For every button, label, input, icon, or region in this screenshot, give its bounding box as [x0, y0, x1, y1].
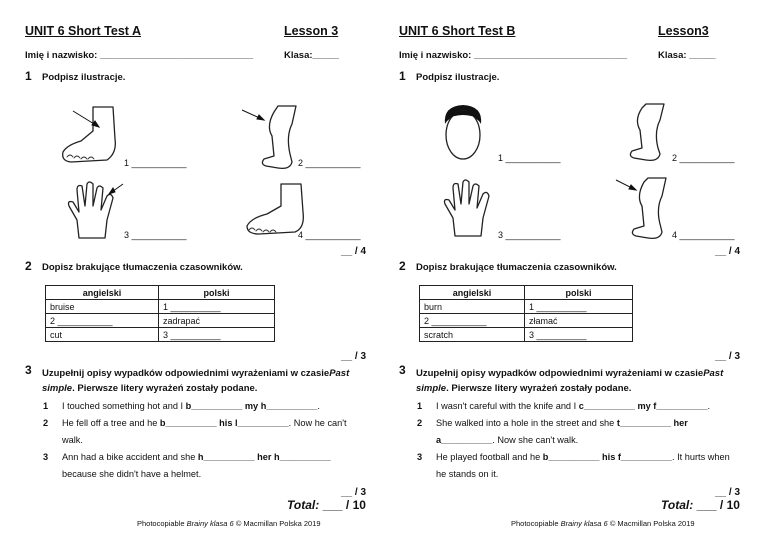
task3-score: __ / 3	[715, 487, 741, 498]
column-header-english: angielski	[420, 286, 525, 300]
column-header-english: angielski	[46, 286, 159, 300]
total-score	[661, 498, 740, 512]
item-number: 2	[417, 418, 423, 428]
task2-number: 2	[25, 259, 32, 273]
table-cell: cut	[46, 328, 159, 342]
task2-score: __ / 3	[341, 351, 367, 362]
item-number: 3	[43, 452, 49, 462]
item-text-end: . It hurts when he stands on it.	[436, 452, 730, 479]
test-title: UNIT 6 Short Test B	[399, 24, 516, 38]
table-cell: 1 __________	[159, 300, 275, 314]
name-field-label: Imię i nazwisko: _____________________________	[399, 50, 628, 61]
item-blanks: t__________ her a__________	[436, 418, 688, 445]
picture-label-1: 1 ___________	[498, 153, 561, 163]
table-cell: bruise	[46, 300, 159, 314]
table-cell: 3 __________	[525, 328, 633, 342]
task3-instruction	[416, 366, 723, 396]
table-cell: burn	[420, 300, 525, 314]
footer-book-title: Brainy klasa 6	[186, 519, 234, 528]
task1-score: __ / 4	[715, 246, 741, 257]
task2-instruction: Dopisz brakujące tłumaczenia czasowników.	[42, 262, 243, 273]
face-illustration	[437, 102, 489, 164]
footer-book-title: Brainy klasa 6	[560, 519, 608, 528]
task3-instruction-rest: . Pierwsze litery wyrażeń zostały podane.	[446, 383, 632, 394]
knee-illustration	[240, 104, 302, 172]
total-value: ___ / 10	[322, 498, 366, 512]
list-item	[417, 398, 746, 415]
list-item	[43, 398, 372, 415]
table-row	[420, 300, 633, 314]
task1-number: 1	[25, 69, 32, 83]
column-header-polish: polski	[525, 286, 633, 300]
list-item	[43, 415, 367, 449]
table-cell: zadrapać	[159, 314, 275, 328]
total-label: Total:	[661, 498, 694, 512]
test-a-column	[25, 0, 385, 543]
item-number: 3	[417, 452, 423, 462]
task3-instruction-rest: . Pierwsze litery wyrażeń zostały podane.	[72, 383, 258, 394]
task1-number: 1	[399, 69, 406, 83]
task3-instruction-text: Uzupełnij opisy wypadków odpowiednimi wyrażeniami w czasie	[42, 368, 330, 379]
item-number: 2	[43, 418, 49, 428]
item-text-end: because she didn't have a helmet.	[62, 469, 202, 479]
table-cell: 1 __________	[525, 300, 633, 314]
task2-score: __ / 3	[715, 351, 741, 362]
list-item	[43, 449, 367, 483]
task3-instruction-simple: simple	[416, 383, 447, 394]
item-blanks: b__________ my h__________	[185, 401, 318, 411]
lesson-label: Lesson 3	[284, 24, 339, 38]
picture-label-4: 4 ___________	[298, 230, 361, 240]
footer-prefix: Photocopiable	[137, 519, 187, 528]
table-row	[46, 328, 275, 342]
footer-copyright	[137, 519, 321, 528]
item-text: I wasn't careful with the knife and I	[436, 401, 579, 411]
item-blanks: c__________ my f__________	[578, 401, 708, 411]
item-number: 1	[417, 401, 423, 411]
foot-ankle-illustration	[55, 105, 125, 167]
task1-score: __ / 4	[341, 246, 367, 257]
hand-illustration	[441, 178, 493, 238]
table-cell: 2 ___________	[420, 314, 525, 328]
task1-instruction: Podpisz ilustracje.	[42, 72, 126, 83]
table-row	[420, 328, 633, 342]
column-header-polish: polski	[159, 286, 275, 300]
item-text-end: . Now he can't walk.	[62, 418, 347, 445]
translation-table	[45, 285, 275, 342]
task3-instruction	[42, 366, 349, 396]
item-blanks: b__________ his l__________	[159, 418, 289, 428]
task3-number: 3	[399, 363, 406, 377]
item-text: He played football and he	[436, 452, 543, 462]
task2-instruction: Dopisz brakujące tłumaczenia czasowników.	[416, 262, 617, 273]
task3-number: 3	[25, 363, 32, 377]
table-header-row	[46, 286, 275, 300]
item-text: He fell off a tree and he	[62, 418, 160, 428]
list-item	[417, 449, 736, 483]
task3-instruction-text: Uzupełnij opisy wypadków odpowiednimi wyrażeniami w czasie	[416, 368, 704, 379]
task2-number: 2	[399, 259, 406, 273]
task3-instruction-past: Past	[329, 368, 350, 379]
picture-label-3: 3 ___________	[124, 230, 187, 240]
class-field-label: Klasa:_____	[284, 50, 339, 61]
item-blanks: h__________ her h__________	[197, 452, 331, 462]
footer-suffix: © Macmillan Polska 2019	[607, 519, 695, 528]
footer-copyright	[511, 519, 695, 528]
picture-label-4: 4 ___________	[672, 230, 735, 240]
class-field-label: Klasa: _____	[658, 50, 716, 61]
picture-label-1: 1 ___________	[124, 158, 187, 168]
table-cell: 2 ___________	[46, 314, 159, 328]
footer-suffix: © Macmillan Polska 2019	[233, 519, 321, 528]
item-text: Ann had a bike accident and she	[62, 452, 198, 462]
item-text-end: .	[317, 401, 320, 411]
name-field-label: Imię i nazwisko: _____________________________	[25, 50, 254, 61]
item-text: She walked into a hole in the street and she	[436, 418, 617, 428]
list-item	[417, 415, 736, 449]
item-text-end: .	[707, 401, 711, 411]
table-cell: 3 __________	[159, 328, 275, 342]
test-title: UNIT 6 Short Test A	[25, 24, 141, 38]
task3-instruction-past: Past	[703, 368, 724, 379]
hand-illustration	[65, 180, 125, 240]
total-score	[287, 498, 366, 512]
item-number: 1	[43, 401, 49, 411]
total-value: ___ / 10	[696, 498, 740, 512]
test-b-column	[399, 0, 759, 543]
item-text-end: . Now she can't walk.	[492, 435, 579, 445]
task3-instruction-simple: simple	[42, 383, 73, 394]
table-header-row	[420, 286, 633, 300]
picture-label-2: 2 ___________	[298, 158, 361, 168]
table-row	[420, 314, 633, 328]
table-row	[46, 300, 275, 314]
task3-score: __ / 3	[341, 487, 367, 498]
total-label: Total:	[287, 498, 320, 512]
lesson-label: Lesson3	[658, 24, 709, 38]
picture-label-2: 2 ___________	[672, 153, 735, 163]
item-text: I touched something hot and I	[62, 401, 186, 411]
translation-table	[419, 285, 633, 342]
table-cell: scratch	[420, 328, 525, 342]
table-cell: złamać	[525, 314, 633, 328]
leg-illustration	[624, 102, 674, 164]
task1-instruction: Podpisz ilustracje.	[416, 72, 500, 83]
table-row	[46, 314, 275, 328]
item-blanks: b__________ his f__________	[542, 452, 673, 462]
footer-prefix: Photocopiable	[511, 519, 561, 528]
knee-illustration	[614, 176, 676, 242]
picture-label-3: 3 ___________	[498, 230, 561, 240]
